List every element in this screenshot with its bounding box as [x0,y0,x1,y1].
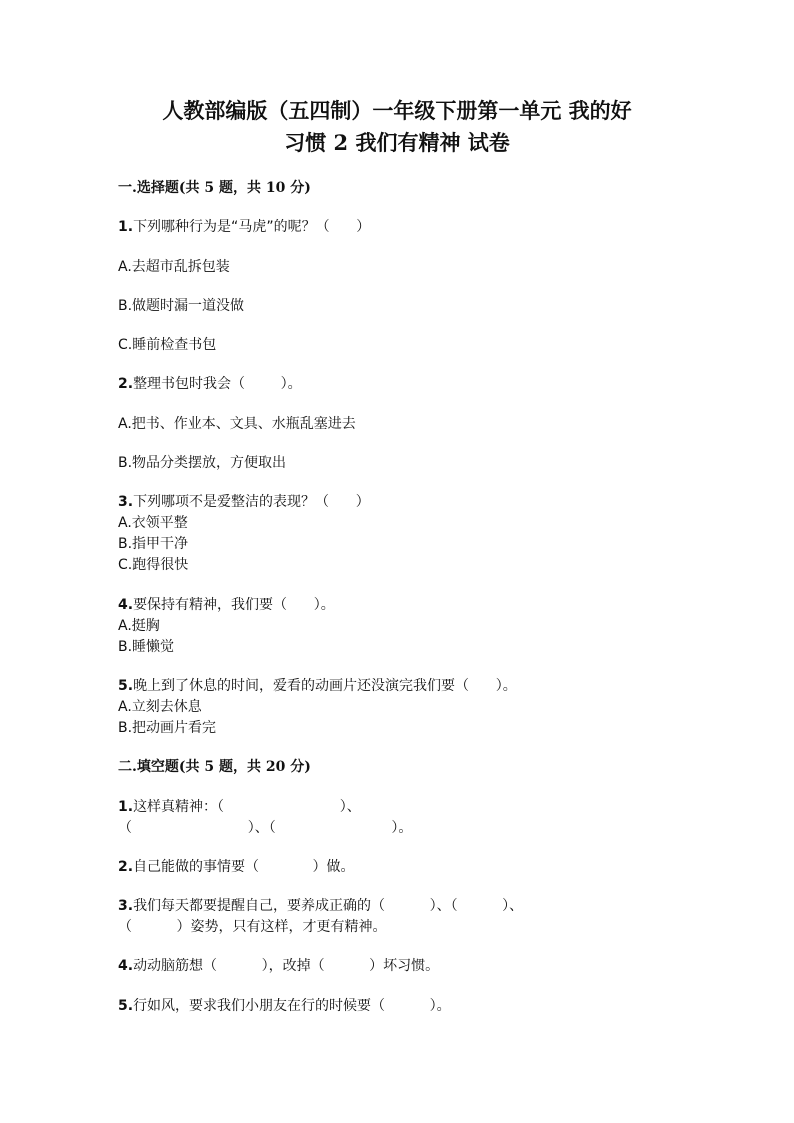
question-text: 动动脑筋想（ ），改掉（ ）坏习惯。 [133,958,440,974]
question-stem [118,956,439,976]
question-stem [118,857,354,877]
question-number: 3. [118,898,134,914]
question-continuation: （ ）姿势，只有这样，才更有精神。 [118,919,387,935]
question-text: 晚上到了休息的时间，爱看的动画片还没演完我们要（ ）。 [133,678,517,694]
question-text: 行如风，要求我们小朋友在行的时候要（ ）。 [133,998,451,1014]
title-line-1: 人教部编版（五四制）一年级下册第一单元 我的好 [162,98,632,123]
question-number: 1. [118,799,134,815]
question-stem [118,996,451,1016]
option: A.立刻去休息 [118,699,202,715]
question-stem [118,595,335,615]
question-stem [118,676,517,696]
option: A.去超市乱拆包装 [118,259,230,275]
question-text: 自己能做的事情要（ ）做。 [133,859,355,875]
option: C.跑得很快 [118,557,189,573]
question-text: 下列哪种行为是“马虎”的呢？（ ） [133,219,371,235]
question-continuation: （ ）、（ ）。 [118,820,413,836]
question-number: 1. [118,219,134,235]
question-number: 4. [118,958,134,974]
question-stem [118,492,370,512]
question-number: 5. [118,678,134,694]
option: B.指甲干净 [118,536,189,552]
question-text: 要保持有精神，我们要（ ）。 [133,597,335,613]
option: C.睡前检查书包 [118,337,217,353]
question-text: 我们每天都要提醒自己，要养成正确的（ ）、（ ）、 [133,898,524,914]
question-number: 3. [118,494,134,510]
option: A.把书、作业本、文具、水瓶乱塞进去 [118,416,356,432]
question-number: 2. [118,376,134,392]
question-stem [118,797,361,817]
option: B.睡懒觉 [118,639,175,655]
question-text: 下列哪项不是爱整洁的表现？（ ） [133,494,370,510]
section-heading-choice: 一.选择题(共 5 题，共 10 分) [118,180,311,196]
option: B.物品分类摆放，方便取出 [118,455,287,471]
option: B.把动画片看完 [118,720,217,736]
question-number: 5. [118,998,134,1014]
option: A.挺胸 [118,618,160,634]
question-stem [118,217,370,237]
option: B.做题时漏一道没做 [118,298,245,314]
question-text: 这样真精神：（ ）、 [133,799,361,815]
question-number: 4. [118,597,134,613]
question-stem [118,374,302,394]
title-line-2: 习惯 2 我们有精神 试卷 [284,130,510,155]
question-text: 整理书包时我会（ ）。 [133,376,302,392]
question-number: 2. [118,859,134,875]
option: A.衣领平整 [118,515,188,531]
question-stem [118,896,523,916]
section-heading-fill: 二.填空题(共 5 题，共 20 分) [118,759,311,775]
